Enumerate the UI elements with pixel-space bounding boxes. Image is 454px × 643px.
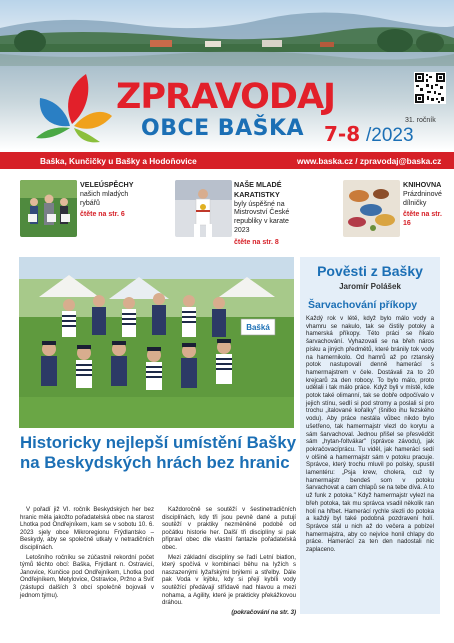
- sidebar-subtitle: Šarvachování příkopy: [308, 299, 418, 311]
- teaser-photo-karate: [175, 180, 232, 237]
- article-column-2: [162, 506, 296, 616]
- teaser-karate-link[interactable]: čtěte na str. 8: [234, 238, 279, 246]
- sidebar-title: Pověsti z Bašky: [317, 263, 423, 279]
- villages-label: Baška, Kunčičky u Bašky a Hodoňovice: [40, 156, 197, 166]
- teaser-fishermen-link[interactable]: čtěte na str. 6: [80, 211, 125, 219]
- article-paragraph: Každoročně se soutěží v šestinetradičních disciplínách, kdy tři jsou pevně dané a putují soutěží v praktiky nezměněné podobě od počátku historie her. Další tři disciplíny si pak připraví obec dle vlastní fantazie pořadatelská obec.: [162, 506, 296, 551]
- article-column-1: [20, 506, 154, 601]
- sidebar-author: Jaromír Polášek: [339, 282, 401, 291]
- article-headline[interactable]: Historicky nejlepší umístění Bašky na Beskydských hrách bez hranic: [20, 433, 297, 472]
- municipality-name: OBCE BAŠKA: [141, 116, 305, 141]
- continued-link[interactable]: (pokračování na str. 3): [231, 608, 296, 616]
- main-photo-team: [19, 257, 294, 428]
- teaser-library-text: Prázdninové dílničky: [403, 190, 442, 207]
- issue-number: 7-8: [324, 122, 361, 146]
- masthead-banner: [0, 152, 454, 169]
- teaser-photo-fishermen: [20, 180, 77, 237]
- masthead: [0, 0, 454, 150]
- teaser-photo-library: [343, 180, 400, 237]
- article-paragraph: Mezi základní disciplíny se řadí Letní biatlon, který spočívá v kombinaci běhu na lyžích s naszazenými lyžařskými brýlemi a střelby. Dále pak Voda v kýblu, kdy si přejí kybíli vody soutěžící předávají střídavě nad hlavou a mezi nohama, a Agility, které je prakticky překážkovou dráhou.: [162, 553, 296, 607]
- teaser-karate-title: NAŠE MLADÉ KARATISTKY: [234, 180, 282, 199]
- photo-sign-text: Bašká: [246, 323, 270, 332]
- teaser-library[interactable]: [403, 181, 451, 229]
- teaser-karate[interactable]: [234, 181, 300, 248]
- volume-label: 31. ročník: [405, 117, 436, 124]
- qr-code-icon: [414, 72, 446, 104]
- sidebar-body: Každý rok v létě, když bylo málo vody a vhamru se nakulo, tak se čistily potoky a hamerská příkopy. Této práci se říkalo šarvachování. Vyhazovali se na břeh náros písku a jiných předmětů, které bránily tok vody na hamernikolo. Od hamrů až po rztanský potok nastupovalí denně hamerácí s hamermajstrem v čele. Dostávali za to 20 krejcarů za den robocy. To bylo málo, proto udělali i tak málo práce. Když byli v místě, kde potok také olimanní, tak se dobře odpočívalo v jejich stínu, sedlí si pod stromy a poslali si pro trochu „italované kořalky" (šnitko ihu fezského vodu). Aby práce nestála vůbec nikdo bylo ušetřeno, tak hamermajstr vlezl do korytu a sám šarvachoval. Jednou přišel se přesvědčit sám „hytan-foltvákar" (správce závodu), jak pokračovacíprácu. Tu viděl, jak hamerácí sedí v olšině a hamermajstr sám v potoku pracuje. Správce, který trochu mluvil po polsky, spustil lamentéru: „Psja krew, cholera, cuž ty hamermajstr bendeš som v potoku šarvachovat a cam chlapů se na tebe dívá. A to už funk z potoka." Když hamermajstr vylezl na břeh potoka, tak mu správca vsadil několik ran holí na hřbet. Hamerácí rychle slezli do potoka a každý byl také podobná pozdravení holí. Správce stál u nich až do večera a pobízel hamermajstra, aby co nejvíce honil chlapy do práce. Hamerácí za ten den nadostali nic zaplaceno.: [306, 315, 434, 554]
- article-paragraph: Letošního ročníku se zúčastnil rekordní počet týmů těchto obcí: Baška, Frýdlant n. Ostravicí, Janovice, Kunčice pod Ondřejníkem, Lhotka pod Ondřejníkem, Metylovice, Ostravice, Pržno a Sviť (zástupci dalších 3 obcí společně bojovali v jednom týmu).: [20, 553, 154, 599]
- article-paragraph: V pořadí již VI. ročník Beskydských her bez hranic měla jakožto pořadatelská obec na starost Lhotka pod Ondřejníkem, kam se v sobotu 10. 6. 2023 sjely obce Mikroregionu Frýdlantsko – Beskydy, aby se společně utkaly v netradičních disciplínách.: [20, 506, 154, 551]
- teaser-fishermen[interactable]: [80, 181, 146, 220]
- teaser-fishermen-title: VELEÚSPĚCHY: [80, 180, 134, 189]
- teaser-karate-text: byly úspěšné na Mistrovství České republiky v karate 2023: [234, 200, 290, 234]
- legends-sidebar: [300, 257, 440, 614]
- logo-leaves-icon: [30, 68, 114, 144]
- issue-year: /2023: [366, 125, 414, 146]
- contact-links[interactable]: www.baska.cz / zpravodaj@baska.cz: [297, 156, 442, 166]
- teaser-library-link[interactable]: čtěte na str. 16: [403, 211, 442, 228]
- teaser-library-title: KNIHOVNA: [403, 180, 442, 189]
- newsletter-title: ZPRAVODAJ: [116, 77, 336, 117]
- teaser-fishermen-text: našich mladých rybářů: [80, 190, 129, 207]
